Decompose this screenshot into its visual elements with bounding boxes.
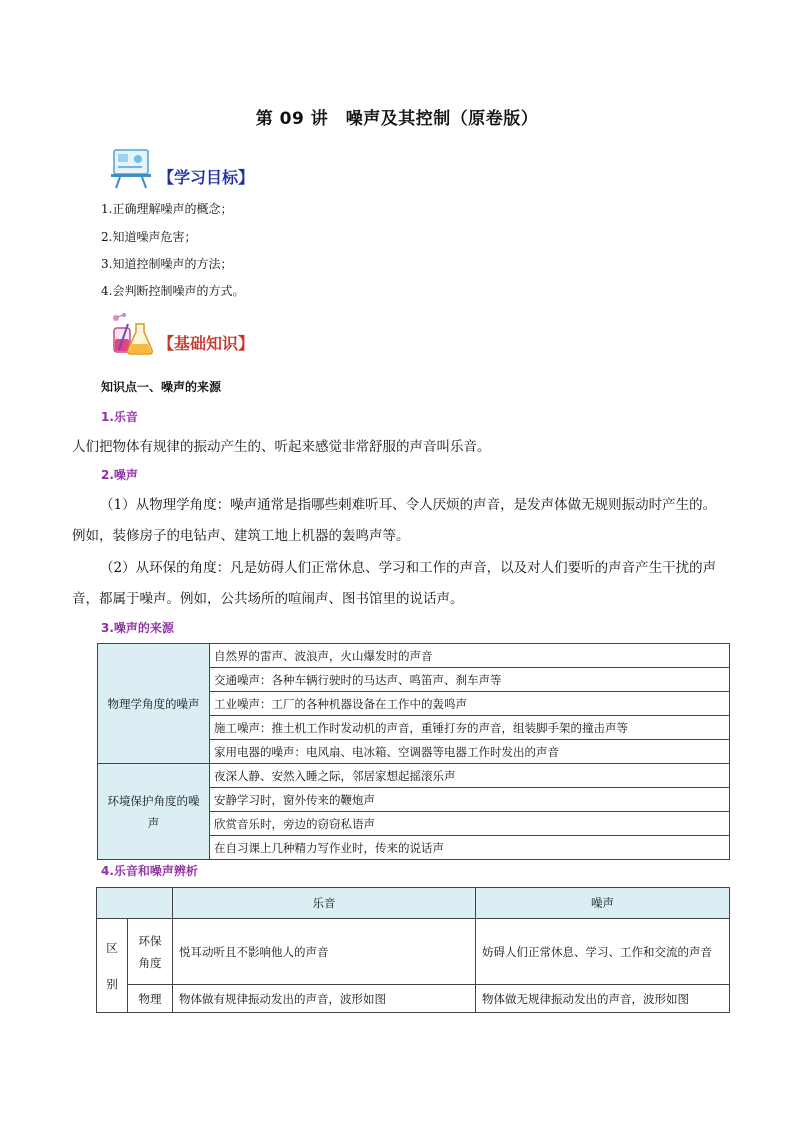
table-cell: 夜深人静、安然入睡之际，邻居家想起摇滚乐声 [210, 764, 730, 788]
header-blank-cell [97, 888, 173, 919]
header-noise: 噪声 [476, 888, 730, 919]
table-row [97, 919, 730, 985]
goal-item: 4.会判断控制噪声的方式。 [101, 284, 245, 298]
music-vs-noise-table [96, 887, 730, 1013]
table-header-row [97, 888, 730, 919]
noise-environment-paragraph [72, 553, 728, 615]
table-cell: 施工噪声：推土机工作时发动机的声音，重锤打夯的声音，组装脚手架的撞击声等 [210, 716, 730, 740]
subheading-comparison: 4.乐音和噪声辨析 [101, 864, 198, 878]
table-cell: 物体做有规律振动发出的声音，波形如图 [173, 985, 476, 1013]
table-cell: 物体做无规律振动发出的声音，波形如图 [476, 985, 730, 1013]
learning-goals-label: 【学习目标】 [158, 168, 255, 187]
presentation-board-icon [108, 146, 156, 190]
category-cell-environment: 环境保护角度的噪声 [98, 764, 210, 860]
row-label-physics: 物理 [128, 985, 173, 1013]
category-cell-physics: 物理学角度的噪声 [98, 644, 210, 764]
subheading-music: 1.乐音 [101, 410, 138, 424]
table-row [98, 644, 730, 668]
table-cell: 工业噪声：工厂的各种机器设备在工作中的轰鸣声 [210, 692, 730, 716]
table-cell: 悦耳动听且不影响他人的声音 [173, 919, 476, 985]
paragraph-text: （2）从环保的角度：凡是妨碍人们正常休息、学习和工作的声音，以及对人们要听的声音产生干扰的声音，都属于噪声。例如，公共场所的喧闹声、图书馆里的说话声。 [72, 560, 717, 607]
paragraph-text: 人们把物体有规律的振动产生的、听起来感觉非常舒服的声音叫乐音。 [72, 439, 491, 455]
goal-item: 3.知道控制噪声的方法； [101, 257, 233, 271]
page-title: 第 09 讲 噪声及其控制（原卷版） [255, 109, 539, 129]
table-row [98, 764, 730, 788]
table-cell: 欣赏音乐时，旁边的窃窃私语声 [210, 812, 730, 836]
knowledge-point-title: 知识点一、噪声的来源 [101, 380, 222, 394]
table-cell: 家用电器的噪声：电风扇、电冰箱、空调器等电器工作时发出的声音 [210, 740, 730, 764]
table-cell: 交通噪声：各种车辆行驶时的马达声、鸣笛声、刹车声等 [210, 668, 730, 692]
subheading-noise: 2.噪声 [101, 468, 138, 482]
subheading-noise-sources: 3.噪声的来源 [101, 621, 174, 635]
table-cell: 在自习课上几种精力写作业时，传来的说话声 [210, 836, 730, 860]
table-cell: 安静学习时，窗外传来的鞭炮声 [210, 788, 730, 812]
goal-item: 1.正确理解噪声的概念； [101, 202, 233, 216]
noise-sources-table [97, 643, 730, 860]
paragraph-text: （1）从物理学角度：噪声通常是指哪些刺难听耳、令人厌烦的声音，是发声体做无规则振动时产生的。例如，装修房子的电钻声、建筑工地上机器的轰鸣声等。 [72, 497, 717, 544]
table-cell: 自然界的雷声、波浪声，火山爆发时的声音 [210, 644, 730, 668]
basic-knowledge-heading [108, 312, 254, 356]
music-definition [72, 432, 728, 463]
table-row [97, 985, 730, 1013]
noise-physics-paragraph [72, 490, 728, 552]
group-cell: 区别 [97, 919, 128, 1013]
learning-goals-heading [108, 146, 254, 190]
chemistry-flask-icon [108, 312, 156, 356]
header-music: 乐音 [173, 888, 476, 919]
goal-item: 2.知道噪声危害； [101, 230, 197, 244]
row-label-environment: 环保角度 [128, 919, 173, 985]
basic-knowledge-label: 【基础知识】 [158, 334, 255, 353]
table-cell: 妨碍人们正常休息、学习、工作和交流的声音 [476, 919, 730, 985]
